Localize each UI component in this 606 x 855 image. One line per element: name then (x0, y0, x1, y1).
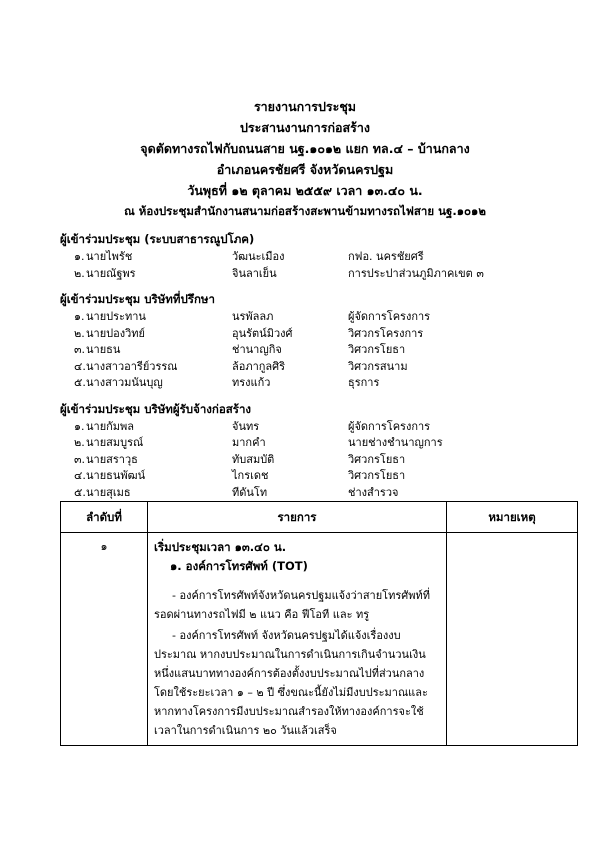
meeting-start-time: เริ่มประชุมเวลา ๑๓.๔๐ น. (154, 540, 287, 554)
attendee-surname: ทรงแก้ว (232, 376, 271, 389)
attendee-number: ๒. (74, 436, 85, 449)
attendee-position: ธุรการ (348, 376, 380, 389)
attendee-position: นายช่างชำนาญการ (348, 436, 443, 449)
attendee-name: นายประทาน (86, 310, 146, 323)
minutes-table-body (61, 533, 578, 746)
attendee-position: วิศวกรโยธา (348, 469, 406, 482)
attendee-name: นางสาวอารีย์วรรณ (86, 359, 178, 373)
agenda-paragraph: - องค์การโทรศัพท์ จังหวัดนครปฐมได้แจ้งเรื่องงบประมาณ หากงบประมาณในการดำเนินการเกินจำนวนเงินหนึ่งแสนบาททางองค์การต้องตั้งงบประมาณไปที่ส่วนกลางโดยใช้ระยะเวลา ๑ – ๒ ปี ซึ่งขณะนี้ยังไม่มีงบประมาณและหากทางโครงการมีงบประมาณสำรองให้ทางองค์การจะใช้เวลาในการดำเนินการ ๒๐ วันแล้วเสร็จ (154, 629, 428, 737)
attendee-name: นายไพรัช (86, 250, 133, 263)
attendee-row (60, 375, 550, 392)
row-item-content (148, 533, 447, 746)
section-heading: ผู้เข้าร่วมประชุม (ระบบสาธารณูปโภค) (60, 232, 255, 246)
column-header-no: ลำดับที่ (61, 502, 148, 533)
attendee-row (60, 249, 550, 266)
attendee-row (60, 419, 550, 436)
attendee-surname: วัฒนะเมือง (232, 250, 285, 263)
minutes-table-head (61, 502, 578, 533)
attendee-surname: จินลาเย็น (232, 266, 277, 280)
attendee-surname: ทีดันโท (232, 485, 268, 499)
attendee-surname: มากคำ (232, 436, 266, 449)
attendee-row (60, 342, 550, 359)
attendee-position: วิศวกรโยธา (348, 343, 406, 356)
row-number: ๑ (61, 533, 148, 746)
attendee-position: ผู้จัดการโครงการ (348, 419, 431, 433)
title-line-6: ณ ห้องประชุมสำนักงานสนามก่อสร้างสะพานข้ามทางรถไฟสาย นฐ.๑๐๑๒ (124, 204, 486, 218)
attendee-position: การประปาส่วนภูมิภาคเขต ๓ (348, 266, 484, 280)
attendee-name: นายสมบูรณ์ (86, 436, 144, 449)
attendee-number: ๑. (74, 250, 85, 263)
attendee-section-utilities (60, 231, 550, 282)
attendee-number: ๓. (74, 343, 86, 356)
agenda-item-title: ๑. องค์การโทรศัพท์ (TOT) (170, 559, 308, 573)
attendee-position: วิศวกรสนาม (348, 359, 408, 373)
attendee-number: ๑. (74, 419, 85, 433)
attendee-surname: ล้อภากูลศิริ (232, 359, 286, 373)
attendee-row (60, 485, 550, 502)
title-line-2: ประสานงานการก่อสร้าง (239, 120, 371, 135)
section-heading: ผู้เข้าร่วมประชุม บริษัทผู้รับจ้างก่อสร้าง (60, 401, 252, 416)
attendee-row (60, 435, 550, 452)
attendee-name: นายสราวุธ (86, 452, 138, 466)
attendee-position: วิศวกรโยธา (348, 452, 406, 466)
attendee-surname: จันทร (232, 419, 260, 433)
attendee-row (60, 468, 550, 485)
attendee-row (60, 309, 550, 326)
attendee-name: นายสุเมธ (86, 485, 131, 499)
attendee-number: ๔. (74, 469, 86, 482)
section-heading: ผู้เข้าร่วมประชุม บริษัทที่ปรึกษา (60, 292, 215, 306)
attendee-section-contractor (60, 401, 550, 502)
attendee-surname: ไกรเดช (232, 469, 269, 482)
attendee-name: นายธน (86, 343, 121, 356)
attendee-number: ๒. (74, 326, 85, 340)
attendee-row (60, 359, 550, 376)
attendee-name: นายณัฐพร (86, 266, 136, 280)
attendee-name: นายกัมพล (86, 419, 135, 433)
attendee-surname: อุนรัตน์มิวงศ์ (232, 326, 293, 340)
title-line-3: จุดตัดทางรถไฟกับถนนสาย นฐ.๑๐๑๒ แยก ทล.๔ – บ้านกลาง (140, 141, 470, 156)
minutes-table (60, 501, 578, 746)
attendee-name: นางสาวมนันบุญ (86, 376, 163, 389)
title-line-5: วันพุธที่ ๑๒ ตุลาคม ๒๕๕๙ เวลา ๑๓.๔๐ น. (187, 183, 423, 198)
attendee-surname: ช่านาญกิจ (232, 343, 282, 356)
attendee-surname: นรพัลลภ (232, 310, 274, 323)
attendee-surname: ทับสมบัติ (232, 452, 275, 466)
attendee-row (60, 452, 550, 469)
column-header-item: รายการ (148, 502, 447, 533)
document-body (60, 96, 550, 746)
title-line-4: อำเภอนครชัยศรี จังหวัดนครปฐม (216, 162, 394, 177)
document-title-block (60, 96, 550, 222)
attendee-number: ๕. (74, 485, 86, 499)
attendee-section-consultant (60, 291, 550, 392)
title-line-1: รายงานการประชุม (253, 99, 357, 114)
attendee-position: วิศวกรโครงการ (348, 326, 424, 340)
row-remark (447, 533, 578, 746)
attendee-position: ผู้จัดการโครงการ (348, 310, 431, 323)
attendee-name: นายปองวิทย์ (86, 326, 145, 340)
table-header-row (61, 502, 578, 533)
attendee-name: นายธนพัฒน์ (86, 469, 146, 482)
attendee-position: กฟอ. นครชัยศรี (348, 250, 424, 263)
agenda-paragraph: - องค์การโทรศัพท์จังหวัดนครปฐมแจ้งว่าสายโทรศัพท์ที่รอดผ่านทางรถไฟมี ๒ แนว คือ ฟีโอที และ ทรู (154, 589, 430, 621)
table-row (61, 533, 578, 746)
attendee-number: ๓. (74, 452, 86, 466)
attendee-row (60, 266, 550, 283)
attendee-number: ๒. (74, 266, 85, 280)
attendee-number: ๔. (74, 359, 86, 373)
column-header-remark: หมายเหตุ (447, 502, 578, 533)
attendee-row (60, 326, 550, 343)
attendee-number: ๑. (74, 310, 85, 323)
attendee-position: ช่างสำรวจ (348, 485, 399, 499)
attendee-number: ๕. (74, 376, 86, 389)
